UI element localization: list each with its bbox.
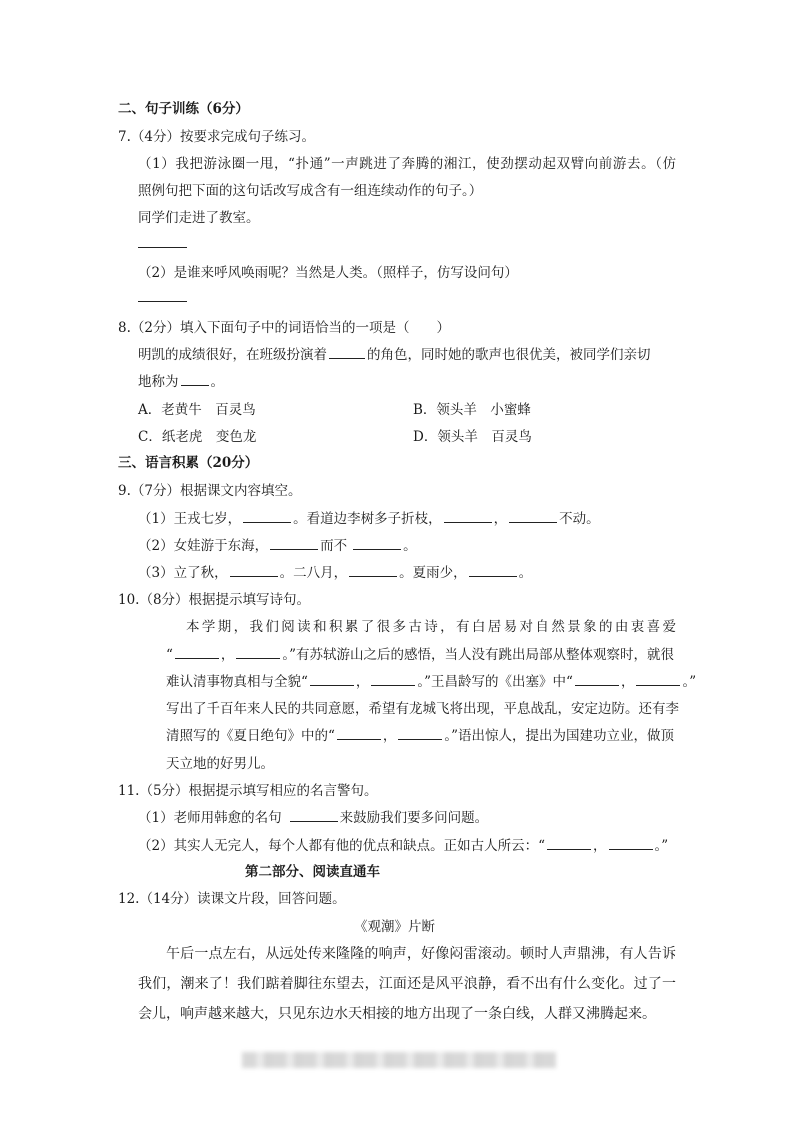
question-9-part-3 bbox=[138, 561, 532, 581]
q10-l5-blank-2[interactable] bbox=[398, 726, 442, 741]
question-9-stem: 9.（7分）根据课文内容填空。 bbox=[118, 483, 302, 499]
q9-p3-blank-3[interactable] bbox=[469, 563, 517, 578]
section-3-heading: 三、语言积累（20分） bbox=[118, 455, 259, 471]
question-11-part-1 bbox=[138, 806, 488, 826]
q10-l5-c: 。”语出惊人，提出为国建功立业，做顶 bbox=[444, 728, 675, 744]
question-10-line-2 bbox=[166, 643, 674, 663]
q9-p1-blank-2[interactable] bbox=[444, 509, 492, 524]
question-10-stem: 10.（8分）根据提示填写诗句。 bbox=[118, 592, 311, 608]
question-7-part-1-line-3: 同学们走进了教室。 bbox=[138, 210, 260, 226]
q9-p3-d: 。 bbox=[518, 565, 533, 581]
question-11-part-2 bbox=[138, 834, 668, 854]
q10-l2-a: “ bbox=[166, 647, 173, 663]
q9-p1-blank-3[interactable] bbox=[509, 509, 557, 524]
question-10-line-4: 写出了千百年来人民的共同意愿，希望有龙城飞将出现，平息战乱，安定边防。还有李 bbox=[166, 701, 679, 717]
question-11-stem: 11.（5分）根据提示填写相应的名言警句。 bbox=[118, 783, 378, 799]
question-7-answer-line-1[interactable] bbox=[138, 247, 187, 248]
q9-p2-c: 。 bbox=[403, 538, 417, 554]
question-10-line-5 bbox=[166, 724, 674, 744]
question-8-text-a: 明凯的成绩很好，在班级扮演着 bbox=[138, 347, 327, 363]
q11-p1-b: 来鼓励我们要多问问题。 bbox=[339, 810, 489, 826]
q9-p2-blank-1[interactable] bbox=[270, 536, 318, 551]
q10-l3-blank-4[interactable] bbox=[636, 672, 680, 687]
q9-p3-blank-1[interactable] bbox=[230, 563, 278, 578]
q10-l5-a: 清照写的《夏日绝句》中的“ bbox=[166, 728, 335, 744]
passage-line-3: 会儿，响声越来越大，只见东边水天相接的地方出现了一条白线，人群又沸腾起来。 bbox=[138, 1006, 656, 1022]
q11-p2-c: 。” bbox=[654, 838, 669, 854]
q11-p2-blank-1[interactable] bbox=[547, 836, 591, 851]
question-7-part-1-line-1: （1）我把游泳圈一甩，“扑通”一声跳进了奔腾的湘江，使劲摆动起双臂向前游去。（仿 bbox=[138, 156, 676, 172]
question-7-stem: 7.（4分）按要求完成句子练习。 bbox=[118, 129, 315, 145]
question-7-part-2: （2）是谁来呼风唤雨呢？当然是人类。（照样子，仿写设问句） bbox=[138, 265, 518, 281]
question-8-option-a[interactable]: A．老黄牛 百灵鸟 bbox=[138, 402, 256, 418]
q10-l2-b: ， bbox=[220, 647, 235, 663]
q11-p2-a: （2）其实人无完人，每个人都有他的优点和缺点。正如古人所云：“ bbox=[138, 838, 545, 854]
q9-p3-b: 。二八月， bbox=[279, 565, 348, 581]
q10-l3-blank-1[interactable] bbox=[310, 672, 354, 687]
question-7-part-1-line-2: 照例句把下面的这句话改写成含有一组连续动作的句子。） bbox=[138, 183, 483, 199]
question-9-part-2 bbox=[138, 534, 417, 554]
passage-line-2: 我们，潮来了！我们踮着脚往东望去，江面还是风平浪静，看不出有什么变化。过了一 bbox=[138, 976, 676, 992]
q11-p2-b: ， bbox=[593, 838, 607, 854]
question-12-stem: 12.（14分）读课文片段，回答问题。 bbox=[118, 891, 346, 907]
question-10-line-1: 本学期，我们阅读和积累了很多古诗，有白居易对自然景象的由衷喜爱 bbox=[186, 619, 676, 635]
section-2-heading: 二、句子训练（6分） bbox=[118, 101, 249, 117]
question-10-line-3 bbox=[166, 670, 696, 690]
q10-l3-a: 难认清事物真相与全貌“ bbox=[166, 674, 308, 690]
passage-title: 《观潮》片断 bbox=[354, 919, 435, 935]
question-8-text-d: 。 bbox=[210, 374, 224, 390]
blurred-footer-watermark bbox=[242, 1052, 556, 1068]
question-8-option-b[interactable]: B．领头羊 小蜜蜂 bbox=[413, 402, 531, 418]
q9-p2-blank-2[interactable] bbox=[353, 536, 401, 551]
question-8-option-d[interactable]: D．领头羊 百灵鸟 bbox=[413, 429, 532, 445]
q9-p1-blank-1[interactable] bbox=[243, 509, 291, 524]
q10-l3-c: 。”王昌龄写的《出塞》中“ bbox=[417, 674, 573, 690]
question-8-sentence-line-1 bbox=[138, 343, 651, 363]
q9-p1-b: 。看道边李树多子折枝， bbox=[293, 511, 442, 527]
q9-p1-a: （1）王戎七岁， bbox=[138, 511, 242, 527]
q11-p2-blank-2[interactable] bbox=[609, 836, 653, 851]
q10-l2-c: 。”有苏轼游山之后的感悟，当人没有跳出局部从整体观察时，就很 bbox=[282, 647, 675, 663]
q10-l2-blank-2[interactable] bbox=[236, 645, 280, 660]
question-8-text-b: 的角色，同时她的歌声也很优美，被同学们亲切 bbox=[367, 347, 651, 363]
q10-l3-b: ， bbox=[355, 674, 370, 690]
q10-l5-b: ， bbox=[382, 728, 397, 744]
question-8-text-c: 地称为 bbox=[138, 374, 179, 390]
question-8-stem: 8.（2分）填入下面句子中的词语恰当的一项是（ ） bbox=[118, 320, 450, 336]
question-9-part-1 bbox=[138, 507, 600, 527]
q9-p3-c: 。夏雨少， bbox=[399, 565, 467, 581]
q10-l3-blank-2[interactable] bbox=[371, 672, 415, 687]
q9-p1-d: 不动。 bbox=[559, 511, 600, 527]
question-8-sentence-line-2 bbox=[138, 370, 224, 390]
q10-l3-e: 。” bbox=[682, 674, 697, 690]
passage-line-1: 午后一点左右，从远处传来隆隆的响声，好像闷雷滚动。顿时人声鼎沸，有人告诉 bbox=[166, 946, 676, 962]
q9-p2-b: 而不 bbox=[320, 538, 348, 554]
q10-l5-blank-1[interactable] bbox=[337, 726, 381, 741]
part-2-heading: 第二部分、阅读直通车 bbox=[245, 864, 380, 880]
q9-p3-blank-2[interactable] bbox=[349, 563, 397, 578]
question-8-blank-1[interactable] bbox=[329, 345, 365, 360]
question-7-answer-line-2[interactable] bbox=[138, 301, 187, 302]
q10-l2-blank-1[interactable] bbox=[175, 645, 219, 660]
q11-p1-a: （1）老师用韩愈的名句 bbox=[138, 810, 282, 826]
q9-p1-c: ， bbox=[493, 511, 508, 527]
q10-l3-d: ， bbox=[620, 674, 635, 690]
question-8-option-c[interactable]: C．纸老虎 变色龙 bbox=[138, 429, 257, 445]
q10-l3-blank-3[interactable] bbox=[575, 672, 619, 687]
question-8-blank-2[interactable] bbox=[181, 372, 209, 387]
question-10-line-6: 天立地的好男儿。 bbox=[166, 756, 274, 772]
q9-p3-a: （3）立了秋， bbox=[138, 565, 228, 581]
q9-p2-a: （2）女娃游于东海， bbox=[138, 538, 269, 554]
q11-p1-blank[interactable] bbox=[290, 808, 338, 823]
